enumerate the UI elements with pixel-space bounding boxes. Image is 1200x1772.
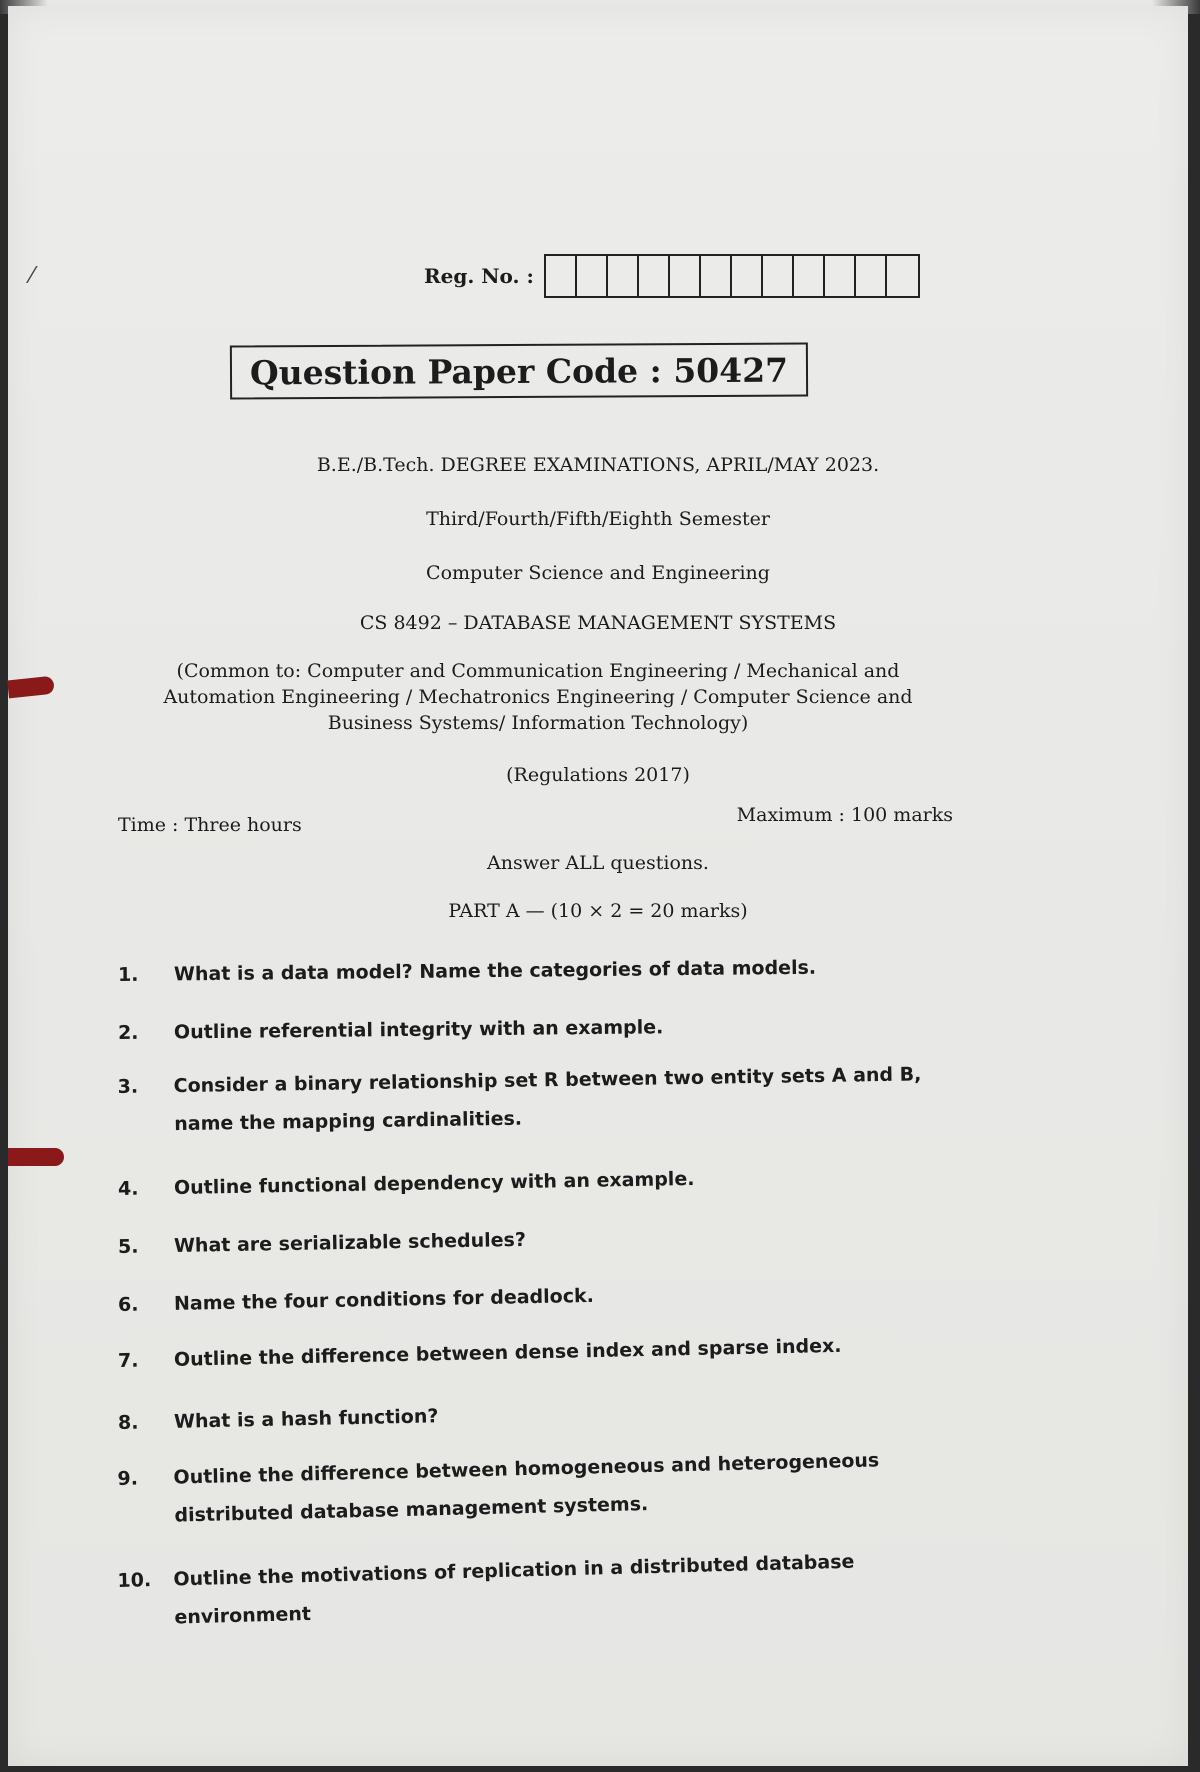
reg-number-box <box>856 256 887 296</box>
reg-number-box <box>825 256 856 296</box>
question-number: 6. <box>117 1293 139 1316</box>
question-number: 4. <box>117 1177 139 1200</box>
question-text: Name the four conditions for deadlock. <box>173 1284 595 1315</box>
question-text: Outline the difference between homogeneous and heterogeneous distributed database management systems. <box>173 1449 880 1527</box>
reg-number-box <box>608 256 639 296</box>
question-item <box>118 1269 979 1324</box>
question-item <box>117 1540 979 1638</box>
common-to-line-1: (Common to: Computer and Communication Engineering / Mechanical and <box>176 660 900 682</box>
question-paper-code: Question Paper Code : 50427 <box>230 342 808 399</box>
question-text: What is a hash function? <box>173 1405 439 1433</box>
common-to-line-2: Automation Engineering / Mechatronics Engineering / Computer Science and <box>163 686 913 708</box>
binding-thread-top <box>7 676 55 699</box>
question-number: 1. <box>117 963 139 986</box>
degree-line: B.E./B.Tech. DEGREE EXAMINATIONS, APRIL/MAY 2023. <box>316 454 880 476</box>
question-number: 10. <box>117 1569 152 1593</box>
binding-thread-bottom <box>8 1148 64 1166</box>
common-to-line-3: Business Systems/ Information Technology) <box>327 712 749 734</box>
question-text: What is a data model? Name the categories of data models. <box>173 956 817 986</box>
question-item <box>118 947 978 994</box>
question-text: Consider a binary relationship set R between two entity sets A and B, name the mapping cardinalities. <box>173 1063 922 1136</box>
question-number: 5. <box>117 1235 139 1258</box>
question-text: Outline the difference between dense index and sparse index. <box>173 1334 842 1371</box>
question-number: 9. <box>117 1467 139 1491</box>
reg-number-label: Reg. No. : <box>424 264 534 288</box>
question-number: 8. <box>117 1411 139 1434</box>
reg-number-box <box>577 256 608 296</box>
question-item <box>118 1005 978 1052</box>
reg-number-box <box>763 256 794 296</box>
question-item <box>117 1439 979 1536</box>
question-number: 7. <box>117 1349 139 1372</box>
question-item <box>117 1054 978 1143</box>
reg-number-box <box>887 256 918 296</box>
registration-number-row <box>424 254 920 298</box>
max-marks-label: Maximum : 100 marks <box>736 804 953 826</box>
question-paper-sheet <box>8 6 1188 1766</box>
part-a-heading: PART A — (10 × 2 = 20 marks) <box>448 900 748 922</box>
question-item <box>118 1324 979 1380</box>
question-text: Outline referential integrity with an example. <box>173 1016 664 1044</box>
instructions-line: Answer ALL questions. <box>487 852 709 874</box>
reg-number-box <box>701 256 732 296</box>
regulations-line: (Regulations 2017) <box>506 764 690 786</box>
question-text: What are serializable schedules? <box>173 1228 527 1258</box>
question-text: Outline the motivations of replication in a distributed database environment <box>173 1550 855 1629</box>
department-line: Computer Science and Engineering <box>426 562 770 584</box>
course-title: CS 8492 – DATABASE MANAGEMENT SYSTEMS <box>359 612 837 634</box>
reg-number-box <box>794 256 825 296</box>
reg-number-box <box>670 256 701 296</box>
time-label: Time : Three hours <box>118 814 302 836</box>
reg-number-box <box>546 256 577 296</box>
question-item <box>118 1155 979 1208</box>
question-item <box>118 1213 979 1266</box>
question-number: 3. <box>117 1075 139 1099</box>
reg-number-boxes <box>544 254 920 298</box>
pen-mark: ⁄ <box>30 264 34 289</box>
question-number: 2. <box>117 1021 139 1044</box>
question-item <box>118 1386 979 1442</box>
question-text: Outline functional dependency with an example. <box>173 1167 695 1200</box>
reg-number-box <box>732 256 763 296</box>
reg-number-box <box>639 256 670 296</box>
semester-line: Third/Fourth/Fifth/Eighth Semester <box>426 508 770 530</box>
common-to-block <box>138 658 938 736</box>
